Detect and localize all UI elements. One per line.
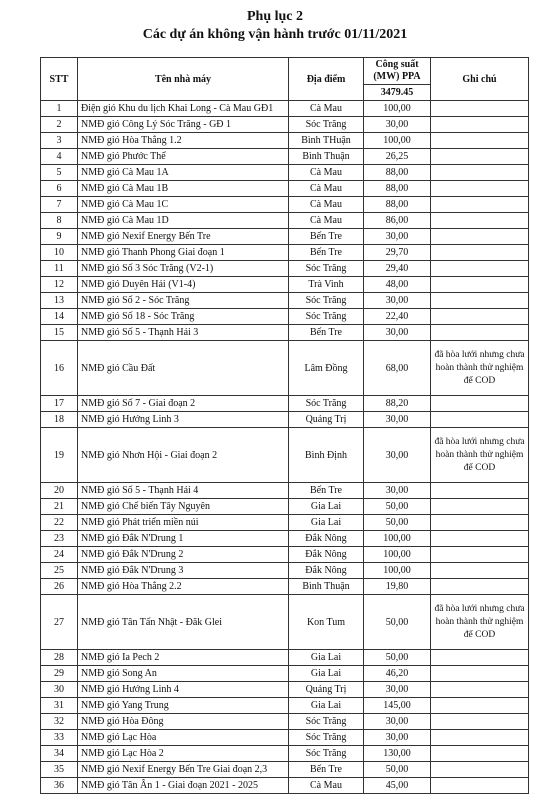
cell-stt: 9: [41, 229, 78, 245]
cell-capacity: 100,00: [364, 133, 431, 149]
table-row: [41, 499, 529, 515]
table-row: [41, 117, 529, 133]
cell-stt: 28: [41, 650, 78, 666]
cell-location: Cà Mau: [289, 197, 364, 213]
cell-note: [431, 547, 529, 563]
cell-location: Cà Mau: [289, 181, 364, 197]
capacity-total: 3479.45: [380, 87, 414, 98]
cell-capacity: 30,00: [364, 325, 431, 341]
cell-capacity: 29,40: [364, 261, 431, 277]
cell-plant-name: NMĐ gió Đắk N'Drung 3: [78, 563, 289, 579]
cell-note: [431, 149, 529, 165]
cell-capacity: 88,20: [364, 396, 431, 412]
cell-stt: 36: [41, 778, 78, 794]
cell-plant-name: NMĐ gió Hướng Linh 4: [78, 682, 289, 698]
table-row: [41, 650, 529, 666]
cell-stt: 18: [41, 412, 78, 428]
cell-note: [431, 499, 529, 515]
column-header-stt: STT: [41, 58, 78, 101]
table-row: [41, 197, 529, 213]
cell-capacity: 26,25: [364, 149, 431, 165]
cell-note: [431, 682, 529, 698]
cell-stt: 4: [41, 149, 78, 165]
cell-plant-name: NMĐ gió Số 7 - Giai đoạn 2: [78, 396, 289, 412]
cell-capacity: 50,00: [364, 515, 431, 531]
cell-capacity: 30,00: [364, 730, 431, 746]
table-row: [41, 277, 529, 293]
cell-plant-name: NMĐ gió Đắk N'Drung 2: [78, 547, 289, 563]
cell-capacity: 86,00: [364, 213, 431, 229]
cell-note: [431, 133, 529, 149]
table-body: [41, 101, 529, 794]
cell-note: [431, 714, 529, 730]
cell-capacity: 29,70: [364, 245, 431, 261]
cell-note: đã hòa lưới nhưng chưa hoàn thành thử nghiệm để COD: [431, 595, 529, 650]
cell-note: [431, 730, 529, 746]
cell-stt: 12: [41, 277, 78, 293]
cell-stt: 10: [41, 245, 78, 261]
table-row: [41, 714, 529, 730]
cell-capacity: 100,00: [364, 563, 431, 579]
cell-stt: 8: [41, 213, 78, 229]
cell-capacity: 100,00: [364, 547, 431, 563]
cell-stt: 7: [41, 197, 78, 213]
cell-note: [431, 309, 529, 325]
cell-location: Bình Thuận: [289, 579, 364, 595]
cell-capacity: 30,00: [364, 293, 431, 309]
cell-note: [431, 778, 529, 794]
cell-note: [431, 762, 529, 778]
table-row: [41, 229, 529, 245]
cell-location: Gia Lai: [289, 698, 364, 714]
cell-plant-name: NMĐ gió Lạc Hòa: [78, 730, 289, 746]
cell-capacity: 130,00: [364, 746, 431, 762]
table-row: [41, 595, 529, 650]
cell-capacity: 19,80: [364, 579, 431, 595]
cell-note: [431, 213, 529, 229]
cell-plant-name: NMĐ gió Phát triển miền núi: [78, 515, 289, 531]
cell-location: Gia Lai: [289, 499, 364, 515]
cell-stt: 5: [41, 165, 78, 181]
cell-note: [431, 483, 529, 499]
cell-capacity: 50,00: [364, 650, 431, 666]
cell-plant-name: NMĐ gió Phước Thể: [78, 149, 289, 165]
cell-note: [431, 245, 529, 261]
cell-capacity: 68,00: [364, 341, 431, 396]
cell-location: Gia Lai: [289, 666, 364, 682]
table-row: [41, 325, 529, 341]
cell-capacity: 48,00: [364, 277, 431, 293]
cell-capacity: 46,20: [364, 666, 431, 682]
cell-plant-name: NMĐ gió Yang Trung: [78, 698, 289, 714]
cell-stt: 6: [41, 181, 78, 197]
table-row: [41, 531, 529, 547]
table-row: [41, 396, 529, 412]
column-header-location: Địa điểm: [289, 58, 364, 101]
projects-table: [40, 57, 529, 794]
cell-note: [431, 698, 529, 714]
cell-capacity: 30,00: [364, 483, 431, 499]
table-row: [41, 515, 529, 531]
cell-note: [431, 531, 529, 547]
cell-note: [431, 229, 529, 245]
table-header-row: [41, 58, 529, 101]
cell-stt: 31: [41, 698, 78, 714]
cell-location: Sóc Trăng: [289, 293, 364, 309]
cell-plant-name: NMĐ gió Song An: [78, 666, 289, 682]
cell-location: Lâm Đồng: [289, 341, 364, 396]
table-row: [41, 309, 529, 325]
cell-location: Gia Lai: [289, 650, 364, 666]
document-title: Phụ lục 2: [246, 9, 303, 24]
cell-note: [431, 261, 529, 277]
cell-plant-name: NMĐ gió Cà Mau 1C: [78, 197, 289, 213]
cell-stt: 25: [41, 563, 78, 579]
table-row: [41, 245, 529, 261]
cell-location: Bình Định: [289, 428, 364, 483]
cell-plant-name: NMĐ gió Công Lý Sóc Trăng - GĐ 1: [78, 117, 289, 133]
table-row: [41, 149, 529, 165]
cell-stt: 13: [41, 293, 78, 309]
cell-plant-name: NMĐ gió Số 5 - Thạnh Hải 4: [78, 483, 289, 499]
cell-location: Đắk Nông: [289, 531, 364, 547]
cell-location: Quảng Trị: [289, 412, 364, 428]
cell-stt: 3: [41, 133, 78, 149]
cell-location: Đắk Nông: [289, 563, 364, 579]
cell-stt: 14: [41, 309, 78, 325]
cell-note: [431, 181, 529, 197]
cell-capacity: 100,00: [364, 101, 431, 117]
cell-capacity: 88,00: [364, 181, 431, 197]
column-header-capacity: [364, 58, 431, 101]
table-row: [41, 730, 529, 746]
cell-plant-name: NMĐ gió Cầu Đất: [78, 341, 289, 396]
cell-stt: 23: [41, 531, 78, 547]
cell-plant-name: NMĐ gió Cà Mau 1D: [78, 213, 289, 229]
cell-capacity: 100,00: [364, 531, 431, 547]
cell-location: Sóc Trăng: [289, 261, 364, 277]
cell-stt: 33: [41, 730, 78, 746]
cell-location: Bến Tre: [289, 483, 364, 499]
table-row: [41, 412, 529, 428]
cell-stt: 16: [41, 341, 78, 396]
cell-location: Cà Mau: [289, 101, 364, 117]
cell-note: [431, 101, 529, 117]
cell-plant-name: NMĐ gió Cà Mau 1A: [78, 165, 289, 181]
cell-capacity: 22,40: [364, 309, 431, 325]
cell-capacity: 30,00: [364, 117, 431, 133]
cell-plant-name: NMĐ gió Hòa Thắng 1.2: [78, 133, 289, 149]
cell-note: [431, 325, 529, 341]
cell-stt: 11: [41, 261, 78, 277]
table-row: [41, 698, 529, 714]
table-row: [41, 666, 529, 682]
cell-location: Bình THuận: [289, 133, 364, 149]
table-row: [41, 563, 529, 579]
cell-location: Cà Mau: [289, 165, 364, 181]
table-row: [41, 746, 529, 762]
table-row: [41, 428, 529, 483]
table-row: [41, 483, 529, 499]
cell-note: [431, 293, 529, 309]
cell-note: [431, 117, 529, 133]
cell-note: [431, 412, 529, 428]
table-row: [41, 762, 529, 778]
cell-location: Sóc Trăng: [289, 746, 364, 762]
cell-stt: 15: [41, 325, 78, 341]
cell-stt: 26: [41, 579, 78, 595]
cell-capacity: 50,00: [364, 762, 431, 778]
cell-capacity: 45,00: [364, 778, 431, 794]
cell-plant-name: NMĐ gió Số 18 - Sóc Trăng: [78, 309, 289, 325]
cell-plant-name: NMĐ gió Cà Mau 1B: [78, 181, 289, 197]
cell-stt: 20: [41, 483, 78, 499]
cell-capacity: 30,00: [364, 714, 431, 730]
cell-plant-name: NMĐ gió Lạc Hòa 2: [78, 746, 289, 762]
cell-plant-name: NMĐ gió Đắk N'Drung 1: [78, 531, 289, 547]
cell-stt: 17: [41, 396, 78, 412]
cell-stt: 22: [41, 515, 78, 531]
cell-location: Bến Tre: [289, 245, 364, 261]
cell-note: [431, 563, 529, 579]
cell-note: [431, 197, 529, 213]
table-row: [41, 341, 529, 396]
cell-note: [431, 277, 529, 293]
cell-location: Sóc Trăng: [289, 714, 364, 730]
cell-capacity: 88,00: [364, 197, 431, 213]
table-row: [41, 101, 529, 117]
cell-location: Bến Tre: [289, 762, 364, 778]
cell-plant-name: NMĐ gió Số 5 - Thạnh Hải 3: [78, 325, 289, 341]
cell-plant-name: NMĐ gió Duyên Hải (V1-4): [78, 277, 289, 293]
cell-location: Bến Tre: [289, 325, 364, 341]
cell-plant-name: NMĐ gió Thanh Phong Giai đoạn 1: [78, 245, 289, 261]
cell-note: [431, 650, 529, 666]
cell-stt: 32: [41, 714, 78, 730]
cell-stt: 34: [41, 746, 78, 762]
table-row: [41, 547, 529, 563]
cell-stt: 2: [41, 117, 78, 133]
cell-location: Bến Tre: [289, 229, 364, 245]
cell-plant-name: NMĐ gió Hòa Thắng 2.2: [78, 579, 289, 595]
cell-location: Cà Mau: [289, 213, 364, 229]
cell-location: Trà Vinh: [289, 277, 364, 293]
cell-plant-name: NMĐ gió Số 3 Sóc Trăng (V2-1): [78, 261, 289, 277]
cell-location: Gia Lai: [289, 515, 364, 531]
cell-capacity: 30,00: [364, 229, 431, 245]
cell-note: [431, 579, 529, 595]
table-row: [41, 261, 529, 277]
cell-plant-name: NMĐ gió Ia Pech 2: [78, 650, 289, 666]
table-row: [41, 579, 529, 595]
table-row: [41, 682, 529, 698]
cell-note: [431, 666, 529, 682]
table-row: [41, 165, 529, 181]
cell-plant-name: NMĐ gió Nexif Energy Bến Tre Giai đoạn 2,3: [78, 762, 289, 778]
cell-capacity: 50,00: [364, 595, 431, 650]
cell-plant-name: NMĐ gió Chế biến Tây Nguyên: [78, 499, 289, 515]
cell-location: Cà Mau: [289, 778, 364, 794]
cell-stt: 27: [41, 595, 78, 650]
capacity-header-label: Công suất (MW) PPA: [364, 58, 430, 85]
cell-location: Sóc Trăng: [289, 396, 364, 412]
cell-plant-name: NMĐ gió Tân Ân 1 - Giai đoạn 2021 - 2025: [78, 778, 289, 794]
cell-capacity: 88,00: [364, 165, 431, 181]
table-row: [41, 181, 529, 197]
cell-capacity: 30,00: [364, 682, 431, 698]
cell-plant-name: NMĐ gió Số 2 - Sóc Trăng: [78, 293, 289, 309]
cell-stt: 1: [41, 101, 78, 117]
cell-note: đã hòa lưới nhưng chưa hoàn thành thử nghiệm để COD: [431, 341, 529, 396]
column-header-note: Ghi chú: [431, 58, 529, 101]
cell-note: [431, 515, 529, 531]
cell-stt: 21: [41, 499, 78, 515]
cell-capacity: 145,00: [364, 698, 431, 714]
cell-location: Đắk Nông: [289, 547, 364, 563]
cell-location: Sóc Trăng: [289, 730, 364, 746]
cell-capacity: 50,00: [364, 499, 431, 515]
cell-location: Kon Tum: [289, 595, 364, 650]
cell-capacity: 30,00: [364, 412, 431, 428]
cell-plant-name: NMĐ gió Nexif Energy Bến Tre: [78, 229, 289, 245]
cell-location: Bình Thuận: [289, 149, 364, 165]
document-subtitle: Các dự án không vận hành trước 01/11/2021: [142, 27, 408, 42]
cell-location: Quảng Trị: [289, 682, 364, 698]
cell-location: Sóc Trăng: [289, 117, 364, 133]
cell-plant-name: NMĐ gió Tân Tấn Nhật - Đăk Glei: [78, 595, 289, 650]
table-row: [41, 213, 529, 229]
cell-note: [431, 746, 529, 762]
cell-stt: 29: [41, 666, 78, 682]
cell-note: [431, 165, 529, 181]
cell-stt: 24: [41, 547, 78, 563]
cell-plant-name: NMĐ gió Nhơn Hội - Giai đoạn 2: [78, 428, 289, 483]
cell-stt: 35: [41, 762, 78, 778]
table-row: [41, 293, 529, 309]
cell-capacity: 30,00: [364, 428, 431, 483]
column-header-name: Tên nhà máy: [78, 58, 289, 101]
cell-plant-name: Điện gió Khu du lịch Khai Long - Cà Mau GĐ1: [78, 101, 289, 117]
cell-note: đã hòa lưới nhưng chưa hoàn thành thử nghiệm để COD: [431, 428, 529, 483]
cell-plant-name: NMĐ gió Hướng Linh 3: [78, 412, 289, 428]
table-row: [41, 778, 529, 794]
cell-location: Sóc Trăng: [289, 309, 364, 325]
cell-stt: 19: [41, 428, 78, 483]
table-row: [41, 133, 529, 149]
cell-note: [431, 396, 529, 412]
cell-plant-name: NMĐ gió Hòa Đông: [78, 714, 289, 730]
cell-stt: 30: [41, 682, 78, 698]
